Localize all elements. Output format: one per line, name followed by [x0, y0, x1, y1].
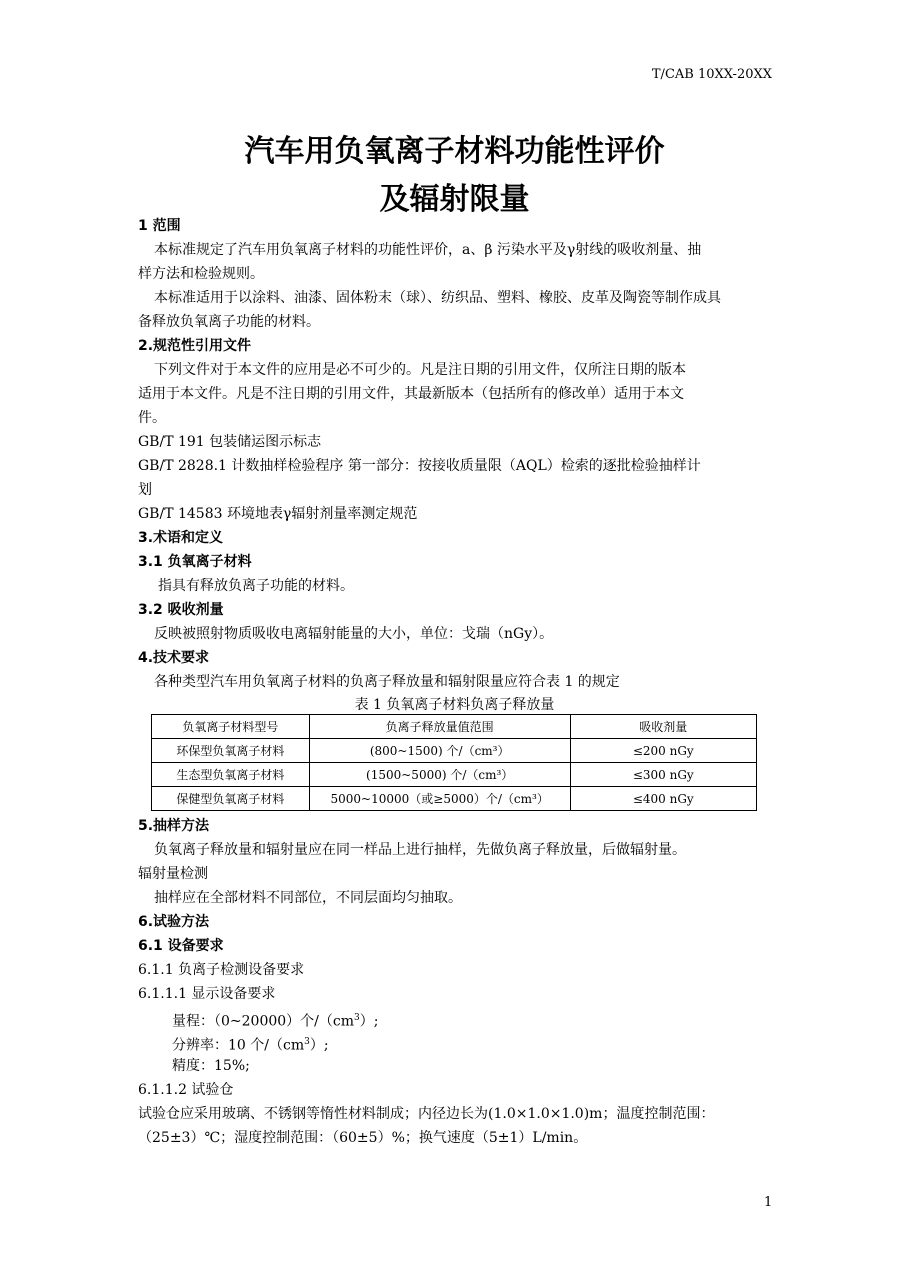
- table-row: [152, 787, 757, 811]
- table-row: [152, 763, 757, 787]
- section-5-paragraph-2: 抽样应在全部材料不同部位，不同层面均匀抽取。: [154, 890, 462, 906]
- section-3-1-heading: 3.1 负氧离子材料: [138, 554, 252, 570]
- section-5-heading: 5.抽样方法: [138, 818, 210, 834]
- resolution-spec: [172, 1032, 329, 1056]
- precision-spec: 精度：15%;: [172, 1058, 250, 1074]
- section-1-paragraph-1-cont: 样方法和检验规则。: [138, 266, 264, 282]
- section-3-heading: 3.术语和定义: [138, 530, 224, 546]
- table-header-cell: 负氧离子材料型号: [152, 715, 310, 739]
- superscript: 3: [304, 1037, 310, 1047]
- superscript: 3: [354, 1013, 360, 1023]
- table-header-row: [152, 715, 757, 739]
- reference-gbt191: GB/T 191 包装储运图示标志: [138, 434, 322, 450]
- section-3-2-text: 反映被照射物质吸收电离辐射能量的大小，单位：戈瑞（nGy）。: [154, 626, 554, 642]
- document-code: T/CAB 10XX-20XX: [651, 67, 772, 82]
- section-4-text: 各种类型汽车用负氧离子材料的负离子释放量和辐射限量应符合表 1 的规定: [154, 674, 620, 690]
- resolution-spec-tail: ）;: [309, 1037, 329, 1054]
- table-caption: 表 1 负氧离子材料负离子释放量: [354, 697, 555, 713]
- section-3-1-text: 指具有释放负离子功能的材料。: [158, 578, 354, 594]
- table-cell: 保健型负氧离子材料: [152, 787, 310, 811]
- table-cell: ≤200 nGy: [570, 739, 756, 763]
- section-5-paragraph-1: 负氧离子释放量和辐射量应在同一样品上进行抽样，先做负离子释放量，后做辐射量。: [154, 842, 686, 858]
- section-6-heading: 6.试验方法: [138, 914, 210, 930]
- section-2-paragraph: 下列文件对于本文件的应用是必不可少的。凡是注日期的引用文件，仅所注日期的版本: [154, 362, 686, 378]
- reference-gbt14583: GB/T 14583 环境地表γ辐射剂量率测定规范: [138, 506, 418, 522]
- table-header-cell: 负离子释放量值范围: [309, 715, 570, 739]
- section-6-1-1-2-heading: 6.1.1.2 试验仓: [138, 1082, 234, 1098]
- section-1-paragraph-2-cont: 备释放负氧离子功能的材料。: [138, 314, 320, 330]
- range-spec-tail: ）;: [359, 1013, 379, 1030]
- section-1-heading: 1 范围: [138, 218, 181, 234]
- section-3-2-heading: 3.2 吸收剂量: [138, 602, 224, 618]
- table-cell: (800~1500) 个/（cm³）: [309, 739, 570, 763]
- table-header-cell: 吸收剂量: [570, 715, 756, 739]
- section-2-paragraph-cont2: 件。: [138, 410, 166, 426]
- section-6-1-1-heading: 6.1.1 负离子检测设备要求: [138, 962, 305, 978]
- section-2-paragraph-cont: 适用于本文件。凡是不注日期的引用文件，其最新版本（包括所有的修改单）适用于本文: [138, 386, 684, 402]
- section-4-heading: 4.技术要求: [138, 650, 210, 666]
- reference-gbt2828-cont: 划: [138, 482, 152, 498]
- section-6-1-heading: 6.1 设备要求: [138, 938, 224, 954]
- table-row: [152, 739, 757, 763]
- range-spec: [172, 1008, 378, 1032]
- table-cell: 5000~10000（或≥5000）个/（cm³）: [309, 787, 570, 811]
- chamber-paragraph: 试验仓应采用玻璃、不锈钢等惰性材料制成；内径边长为(1.0×1.0×1.0)m；温度控制范围：: [138, 1106, 715, 1122]
- doc-title-line1: 汽车用负氧离子材料功能性评价: [244, 134, 665, 169]
- table-cell: (1500~5000) 个/（cm³）: [309, 763, 570, 787]
- range-spec-label: 量程：（0~20000）个/（cm: [172, 1013, 355, 1030]
- resolution-spec-label: 分辨率：10 个/（cm: [172, 1037, 305, 1054]
- table-cell: ≤400 nGy: [570, 787, 756, 811]
- table-cell: 环保型负氧离子材料: [152, 739, 310, 763]
- emission-table: [151, 714, 757, 811]
- page-number: 1: [764, 1195, 773, 1210]
- section-5-paragraph-1-cont: 辐射量检测: [138, 866, 208, 882]
- section-2-heading: 2.规范性引用文件: [138, 338, 252, 354]
- section-6-1-1-1-heading: 6.1.1.1 显示设备要求: [138, 986, 276, 1002]
- section-1-paragraph-2: 本标准适用于以涂料、油漆、固体粉末（球）、纺织品、塑料、橡胶、皮革及陶瓷等制作成具: [154, 290, 721, 306]
- chamber-paragraph-cont: （25±3）℃；湿度控制范围：（60±5）%；换气速度（5±1）L/min。: [138, 1130, 588, 1146]
- reference-gbt2828: GB/T 2828.1 计数抽样检验程序 第一部分：按接收质量限（AQL）检索的逐批检验抽样计: [138, 458, 701, 474]
- table-cell: ≤300 nGy: [570, 763, 756, 787]
- table-cell: 生态型负氧离子材料: [152, 763, 310, 787]
- doc-title-line2: 及辐射限量: [379, 182, 530, 217]
- section-1-paragraph-1: 本标准规定了汽车用负氧离子材料的功能性评价，a、β 污染水平及γ射线的吸收剂量、抽: [154, 242, 702, 258]
